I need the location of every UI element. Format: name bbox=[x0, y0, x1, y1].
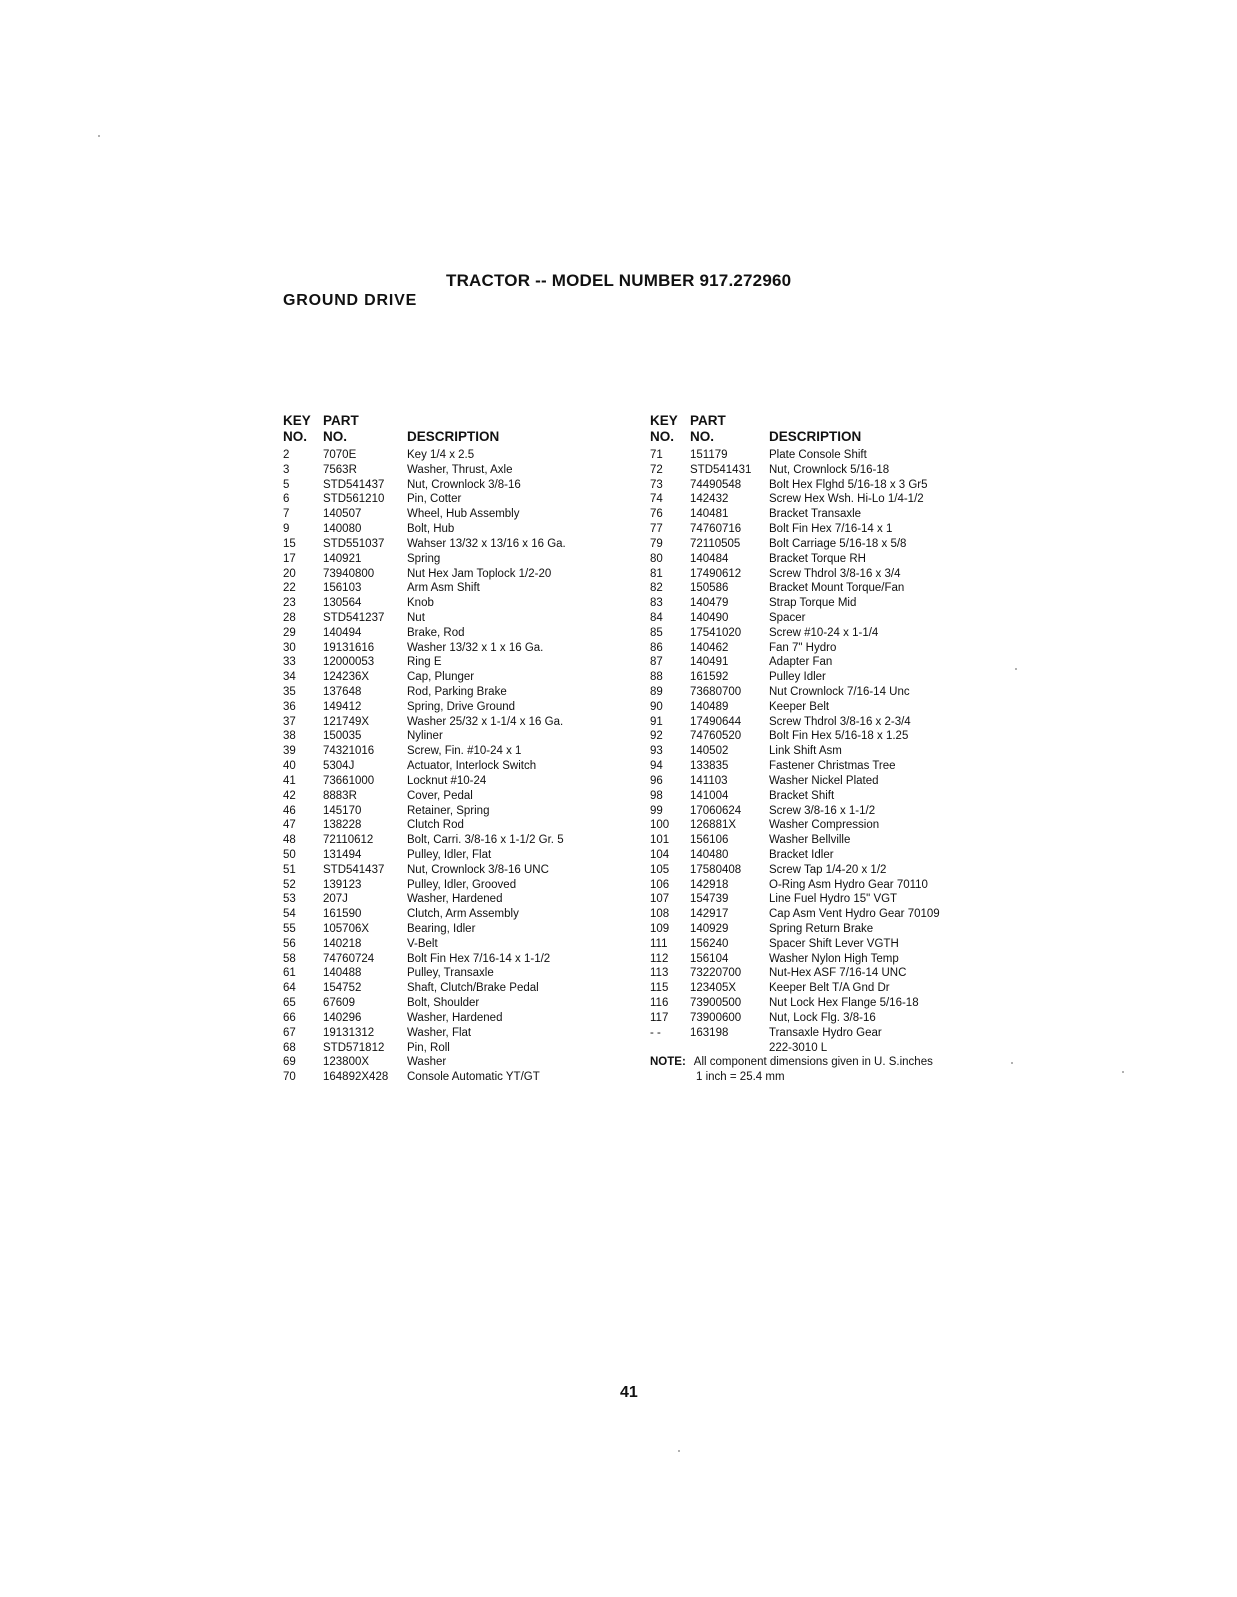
part-no: 17060624 bbox=[690, 804, 742, 817]
description: Bolt Carriage 5/16-18 x 5/8 bbox=[769, 537, 907, 550]
part-no: 121749X bbox=[323, 715, 370, 728]
description: Screw #10-24 x 1-1/4 bbox=[769, 626, 879, 639]
description: Adapter Fan bbox=[769, 656, 833, 669]
part-no: 8883R bbox=[323, 789, 357, 802]
key-no: 111 bbox=[650, 937, 668, 950]
key-no: 55 bbox=[283, 923, 296, 935]
part-no: 140490 bbox=[690, 611, 729, 624]
description: Bolt Fin Hex 5/16-18 x 1.25 bbox=[769, 730, 909, 743]
key-no: 61 bbox=[283, 967, 296, 980]
description: Keeper Belt bbox=[769, 700, 830, 713]
key-no: 38 bbox=[283, 730, 296, 743]
key-no: 90 bbox=[650, 700, 663, 713]
description: Nut, Crownlock 3/8-16 UNC bbox=[407, 863, 549, 876]
description: Nut, Crownlock 3/8-16 bbox=[407, 478, 521, 491]
description: Washer Nickel Plated bbox=[769, 774, 879, 787]
note-line-1: All component dimensions given in U. S.inches bbox=[693, 1056, 933, 1068]
part-no: 140218 bbox=[323, 937, 362, 950]
part-no: 140502 bbox=[690, 745, 729, 758]
key-no: 104 bbox=[650, 848, 670, 861]
part-no: 161592 bbox=[690, 671, 729, 684]
description-header: DESCRIPTION bbox=[407, 429, 500, 444]
part-no: 140479 bbox=[690, 597, 729, 610]
part-no: 140507 bbox=[323, 508, 362, 521]
part-no: 74760724 bbox=[323, 952, 375, 965]
description: Bolt, Shoulder bbox=[407, 997, 480, 1010]
description: Screw, Fin. #10-24 x 1 bbox=[407, 745, 522, 758]
key-no: 20 bbox=[283, 567, 296, 580]
key-no: 35 bbox=[283, 686, 296, 698]
part-no: 164892X428 bbox=[323, 1071, 389, 1084]
key-no: 2 bbox=[283, 449, 290, 461]
description: Nut, Crownlock 5/16-18 bbox=[769, 463, 890, 476]
key-no: 89 bbox=[650, 686, 663, 698]
part-no: 140488 bbox=[323, 967, 362, 980]
part-header: PART bbox=[690, 413, 726, 428]
description: Clutch, Arm Assembly bbox=[407, 908, 519, 921]
description: Retainer, Spring bbox=[407, 804, 490, 817]
part-no: 73680700 bbox=[690, 686, 742, 698]
description: Screw 3/8-16 x 1-1/2 bbox=[769, 804, 876, 817]
description: Spring Return Brake bbox=[769, 923, 874, 935]
part-no: 140480 bbox=[690, 848, 729, 861]
dimensions-note bbox=[650, 1055, 933, 1085]
part-no: 5304J bbox=[323, 760, 355, 773]
scan-speck bbox=[1011, 1062, 1013, 1064]
key-no: 81 bbox=[650, 567, 663, 580]
part-no: 74321016 bbox=[323, 745, 375, 758]
description: Ring E bbox=[407, 656, 442, 669]
key-no: 56 bbox=[283, 937, 296, 950]
key-no: 40 bbox=[283, 760, 296, 773]
description: Bearing, Idler bbox=[407, 923, 476, 935]
key-no: 84 bbox=[650, 611, 663, 624]
part-no: 138228 bbox=[323, 819, 362, 832]
description: Strap Torque Mid bbox=[769, 597, 857, 610]
key-no: 86 bbox=[650, 641, 663, 654]
key-no: 39 bbox=[283, 745, 296, 758]
part-no: 140296 bbox=[323, 1011, 362, 1024]
part-no: 156104 bbox=[690, 952, 729, 965]
description: Console Automatic YT/GT bbox=[407, 1071, 540, 1084]
key-no: 15 bbox=[283, 537, 296, 550]
key-no: 42 bbox=[283, 789, 296, 802]
description: Cap Asm Vent Hydro Gear 70109 bbox=[769, 908, 940, 921]
key-no: 106 bbox=[650, 878, 670, 891]
description: Pin, Roll bbox=[407, 1041, 450, 1054]
part-no: 141103 bbox=[690, 774, 728, 787]
description: Rod, Parking Brake bbox=[407, 686, 507, 698]
description: Bracket Shift bbox=[769, 789, 835, 802]
part-no: 142432 bbox=[690, 493, 729, 506]
description: Fastener Christmas Tree bbox=[769, 760, 896, 773]
description-header: DESCRIPTION bbox=[769, 429, 862, 444]
part-no: STD571812 bbox=[323, 1041, 385, 1054]
part-no: 161590 bbox=[323, 908, 362, 921]
part-no-header: NO. bbox=[323, 429, 348, 444]
key-no: 71 bbox=[650, 449, 663, 461]
key-no: 41 bbox=[283, 774, 296, 787]
description: Washer, Thrust, Axle bbox=[407, 463, 513, 476]
part-no: 163198 bbox=[690, 1026, 729, 1039]
part-no: 139123 bbox=[323, 878, 362, 891]
part-no: 131494 bbox=[323, 848, 362, 861]
part-no: 74760520 bbox=[690, 730, 742, 743]
part-no: 74490548 bbox=[690, 478, 742, 491]
key-no: 113 bbox=[650, 967, 669, 980]
part-no: 145170 bbox=[323, 804, 362, 817]
key-header: KEY bbox=[283, 413, 311, 428]
key-no: 69 bbox=[283, 1056, 296, 1069]
key-no: 96 bbox=[650, 774, 663, 787]
description: Pulley, Idler, Grooved bbox=[407, 878, 517, 891]
key-no: 5 bbox=[283, 478, 290, 491]
part-no: 156240 bbox=[690, 937, 729, 950]
part-no: 105706X bbox=[323, 923, 370, 935]
key-no: 83 bbox=[650, 597, 663, 610]
note-line-2: 1 inch = 25.4 mm bbox=[696, 1071, 785, 1083]
description: Keeper Belt T/A Gnd Dr bbox=[769, 982, 890, 995]
part-no: 140929 bbox=[690, 923, 729, 935]
key-no: 30 bbox=[283, 641, 296, 654]
description: Link Shift Asm bbox=[769, 745, 842, 758]
key-no: 85 bbox=[650, 626, 663, 639]
key-no: 3 bbox=[283, 463, 290, 476]
part-no: 140080 bbox=[323, 523, 362, 536]
description: Nut Lock Hex Flange 5/16-18 bbox=[769, 997, 919, 1010]
key-no: 93 bbox=[650, 745, 663, 758]
part-no: 7563R bbox=[323, 463, 357, 476]
key-no: 23 bbox=[283, 597, 296, 610]
description: Plate Console Shift bbox=[769, 449, 867, 461]
part-no: STD561210 bbox=[323, 493, 385, 506]
part-no: 140462 bbox=[690, 641, 729, 654]
description: Spring bbox=[407, 552, 441, 565]
key-no: 115 bbox=[650, 982, 669, 995]
part-no: STD541437 bbox=[323, 478, 385, 491]
description: Washer 13/32 x 1 x 16 Ga. bbox=[407, 641, 544, 654]
section-title: GROUND DRIVE bbox=[283, 292, 418, 309]
part-no: 140481 bbox=[690, 508, 729, 521]
part-header: PART bbox=[323, 413, 359, 428]
part-no: 140494 bbox=[323, 626, 362, 639]
part-no: 73900500 bbox=[690, 997, 742, 1010]
key-no: 65 bbox=[283, 997, 296, 1010]
description: Spacer Shift Lever VGTH bbox=[769, 937, 899, 950]
description: Washer, Hardened bbox=[407, 893, 503, 906]
description: Bracket Transaxle bbox=[769, 508, 862, 521]
key-no: 73 bbox=[650, 478, 663, 491]
part-no: 154739 bbox=[690, 893, 729, 906]
key-no: 70 bbox=[283, 1071, 296, 1084]
part-no: 72110612 bbox=[323, 834, 374, 847]
key-no: 53 bbox=[283, 893, 296, 906]
page-number: 41 bbox=[620, 1384, 638, 1401]
description: Washer Compression bbox=[769, 819, 880, 832]
description: Brake, Rod bbox=[407, 626, 465, 639]
key-no: 58 bbox=[283, 952, 296, 965]
description: Washer 25/32 x 1-1/4 x 16 Ga. bbox=[407, 715, 564, 728]
key-no: 82 bbox=[650, 582, 663, 595]
key-no: 101 bbox=[650, 834, 670, 847]
description: Nut bbox=[407, 611, 425, 624]
key-no-header: NO. bbox=[283, 429, 308, 444]
key-no: 108 bbox=[650, 908, 670, 921]
description: Washer, Flat bbox=[407, 1026, 472, 1039]
description: Spring, Drive Ground bbox=[407, 700, 516, 713]
scan-speck bbox=[1122, 1071, 1124, 1073]
description: Screw Tap 1/4-20 x 1/2 bbox=[769, 863, 887, 876]
part-no: 151179 bbox=[690, 449, 728, 461]
key-no: 47 bbox=[283, 819, 296, 832]
key-no: 79 bbox=[650, 537, 663, 550]
key-no: 34 bbox=[283, 671, 296, 684]
description: Pin, Cotter bbox=[407, 493, 462, 506]
key-no: 74 bbox=[650, 493, 663, 506]
part-no: 123405X bbox=[690, 982, 737, 995]
description: Locknut #10-24 bbox=[407, 774, 487, 787]
key-no: 92 bbox=[650, 730, 663, 743]
key-no: 66 bbox=[283, 1011, 296, 1024]
description: Fan 7" Hydro bbox=[769, 641, 837, 654]
key-no: 91 bbox=[650, 715, 663, 728]
part-no: 140489 bbox=[690, 700, 729, 713]
description: Cover, Pedal bbox=[407, 789, 473, 802]
description: Washer bbox=[407, 1056, 447, 1069]
scan-speck bbox=[678, 1450, 680, 1452]
key-no: 72 bbox=[650, 463, 663, 476]
description: Bolt Fin Hex 7/16-14 x 1 bbox=[769, 523, 893, 536]
part-no: STD541237 bbox=[323, 611, 385, 624]
description: 222-3010 L bbox=[769, 1041, 828, 1054]
description: Bracket Mount Torque/Fan bbox=[769, 582, 905, 595]
part-no: 142917 bbox=[690, 908, 729, 921]
description: Screw Thdrol 3/8-16 x 2-3/4 bbox=[769, 715, 911, 728]
key-no: 37 bbox=[283, 715, 296, 728]
description: Screw Hex Wsh. Hi-Lo 1/4-1/2 bbox=[769, 493, 924, 506]
page-title: TRACTOR -- MODEL NUMBER 917.272960 bbox=[446, 271, 792, 290]
part-no: 156106 bbox=[690, 834, 729, 847]
part-no: 150035 bbox=[323, 730, 362, 743]
key-no: 33 bbox=[283, 656, 296, 669]
part-no: 17490644 bbox=[690, 715, 742, 728]
key-no: 68 bbox=[283, 1041, 296, 1054]
part-no: 7070E bbox=[323, 449, 357, 461]
part-no: 73661000 bbox=[323, 774, 375, 787]
key-no: 29 bbox=[283, 626, 296, 639]
key-no: 17 bbox=[283, 552, 296, 565]
key-no: 54 bbox=[283, 908, 296, 921]
key-no-header: NO. bbox=[650, 429, 675, 444]
description: Nyliner bbox=[407, 730, 443, 743]
key-no: 67 bbox=[283, 1026, 296, 1039]
description: Pulley, Idler, Flat bbox=[407, 848, 492, 861]
key-no: 46 bbox=[283, 804, 296, 817]
part-no: 141004 bbox=[690, 789, 729, 802]
key-no: 64 bbox=[283, 982, 296, 995]
part-no: 19131616 bbox=[323, 641, 375, 654]
key-no: 88 bbox=[650, 671, 663, 684]
description: Bracket Idler bbox=[769, 848, 834, 861]
key-no: 105 bbox=[650, 863, 670, 876]
part-no: 73940800 bbox=[323, 567, 375, 580]
part-no: 137648 bbox=[323, 686, 362, 698]
description: Wheel, Hub Assembly bbox=[407, 508, 520, 521]
key-no: 76 bbox=[650, 508, 663, 521]
description: Bracket Torque RH bbox=[769, 552, 866, 565]
description: Nut Hex Jam Toplock 1/2-20 bbox=[407, 567, 552, 580]
description: Key 1/4 x 2.5 bbox=[407, 449, 475, 461]
key-header: KEY bbox=[650, 413, 678, 428]
key-no: 99 bbox=[650, 804, 663, 817]
description: O-Ring Asm Hydro Gear 70110 bbox=[769, 878, 928, 891]
key-no: 80 bbox=[650, 552, 663, 565]
part-no: 19131312 bbox=[323, 1026, 375, 1039]
part-no: 154752 bbox=[323, 982, 362, 995]
description: Clutch Rod bbox=[407, 819, 464, 832]
part-no: 17580408 bbox=[690, 863, 742, 876]
description: Shaft, Clutch/Brake Pedal bbox=[407, 982, 539, 995]
description: V-Belt bbox=[407, 937, 438, 950]
description: Bolt Fin Hex 7/16-14 x 1-1/2 bbox=[407, 952, 551, 965]
part-no: 207J bbox=[323, 893, 348, 906]
key-no: 117 bbox=[650, 1011, 669, 1024]
part-no: STD541431 bbox=[690, 463, 752, 476]
key-no: 36 bbox=[283, 700, 296, 713]
description: Bolt Hex Flghd 5/16-18 x 3 Gr5 bbox=[769, 478, 928, 491]
key-no: 100 bbox=[650, 819, 670, 832]
key-no: 51 bbox=[283, 863, 296, 876]
part-no: 133835 bbox=[690, 760, 729, 773]
description: Bolt, Carri. 3/8-16 x 1-1/2 Gr. 5 bbox=[407, 834, 564, 847]
part-no: 73220700 bbox=[690, 967, 742, 980]
key-no: 87 bbox=[650, 656, 663, 669]
part-no: STD551037 bbox=[323, 537, 385, 550]
part-no: 124236X bbox=[323, 671, 370, 684]
description: Washer, Hardened bbox=[407, 1011, 503, 1024]
part-no: 140491 bbox=[690, 656, 729, 669]
description: Nut-Hex ASF 7/16-14 UNC bbox=[769, 967, 907, 980]
description: Screw Thdrol 3/8-16 x 3/4 bbox=[769, 567, 901, 580]
description: Transaxle Hydro Gear bbox=[769, 1026, 882, 1039]
description: Nut Crownlock 7/16-14 Unc bbox=[769, 686, 910, 698]
description: Knob bbox=[407, 597, 434, 610]
part-no: 123800X bbox=[323, 1056, 370, 1069]
part-no: 126881X bbox=[690, 819, 737, 832]
description: Wahser 13/32 x 13/16 x 16 Ga. bbox=[407, 537, 566, 550]
key-no: 109 bbox=[650, 923, 670, 935]
part-no: 156103 bbox=[323, 582, 362, 595]
description: Pulley Idler bbox=[769, 671, 826, 684]
key-no: 6 bbox=[283, 493, 290, 506]
key-no: 116 bbox=[650, 997, 669, 1010]
part-no: 73900600 bbox=[690, 1011, 742, 1024]
part-no: 140484 bbox=[690, 552, 729, 565]
key-no: 7 bbox=[283, 508, 290, 521]
part-no: 72110505 bbox=[690, 537, 741, 550]
scan-speck bbox=[1015, 668, 1017, 670]
part-no: 130564 bbox=[323, 597, 362, 610]
description: Actuator, Interlock Switch bbox=[407, 760, 537, 773]
part-no: 12000053 bbox=[323, 656, 375, 669]
key-no: 9 bbox=[283, 523, 290, 536]
part-no: STD541437 bbox=[323, 863, 385, 876]
description: Line Fuel Hydro 15" VGT bbox=[769, 893, 898, 906]
key-no: - - bbox=[650, 1026, 661, 1039]
description: Nut, Lock Flg. 3/8-16 bbox=[769, 1011, 876, 1024]
part-no: 142918 bbox=[690, 878, 729, 891]
description: Pulley, Transaxle bbox=[407, 967, 494, 980]
description: Cap, Plunger bbox=[407, 671, 475, 684]
key-no: 77 bbox=[650, 523, 663, 536]
key-no: 48 bbox=[283, 834, 296, 847]
description: Spacer bbox=[769, 611, 806, 624]
part-no: 150586 bbox=[690, 582, 729, 595]
scan-speck bbox=[98, 135, 100, 137]
key-no: 28 bbox=[283, 611, 296, 624]
key-no: 112 bbox=[650, 952, 669, 965]
part-no: 67609 bbox=[323, 997, 355, 1010]
key-no: 107 bbox=[650, 893, 670, 906]
part-no-header: NO. bbox=[690, 429, 715, 444]
part-no: 17490612 bbox=[690, 567, 742, 580]
description: Washer Bellville bbox=[769, 834, 851, 847]
key-no: 94 bbox=[650, 760, 663, 773]
part-no: 17541020 bbox=[690, 626, 742, 639]
description: Washer Nylon High Temp bbox=[769, 952, 899, 965]
key-no: 52 bbox=[283, 878, 296, 891]
part-no: 149412 bbox=[323, 700, 362, 713]
key-no: 98 bbox=[650, 789, 663, 802]
note-label: NOTE: bbox=[650, 1056, 686, 1068]
description: Arm Asm Shift bbox=[407, 582, 480, 595]
description: Bolt, Hub bbox=[407, 523, 455, 536]
key-no: 50 bbox=[283, 848, 296, 861]
key-no: 22 bbox=[283, 582, 296, 595]
part-no: 74760716 bbox=[690, 523, 742, 536]
part-no: 140921 bbox=[323, 552, 362, 565]
